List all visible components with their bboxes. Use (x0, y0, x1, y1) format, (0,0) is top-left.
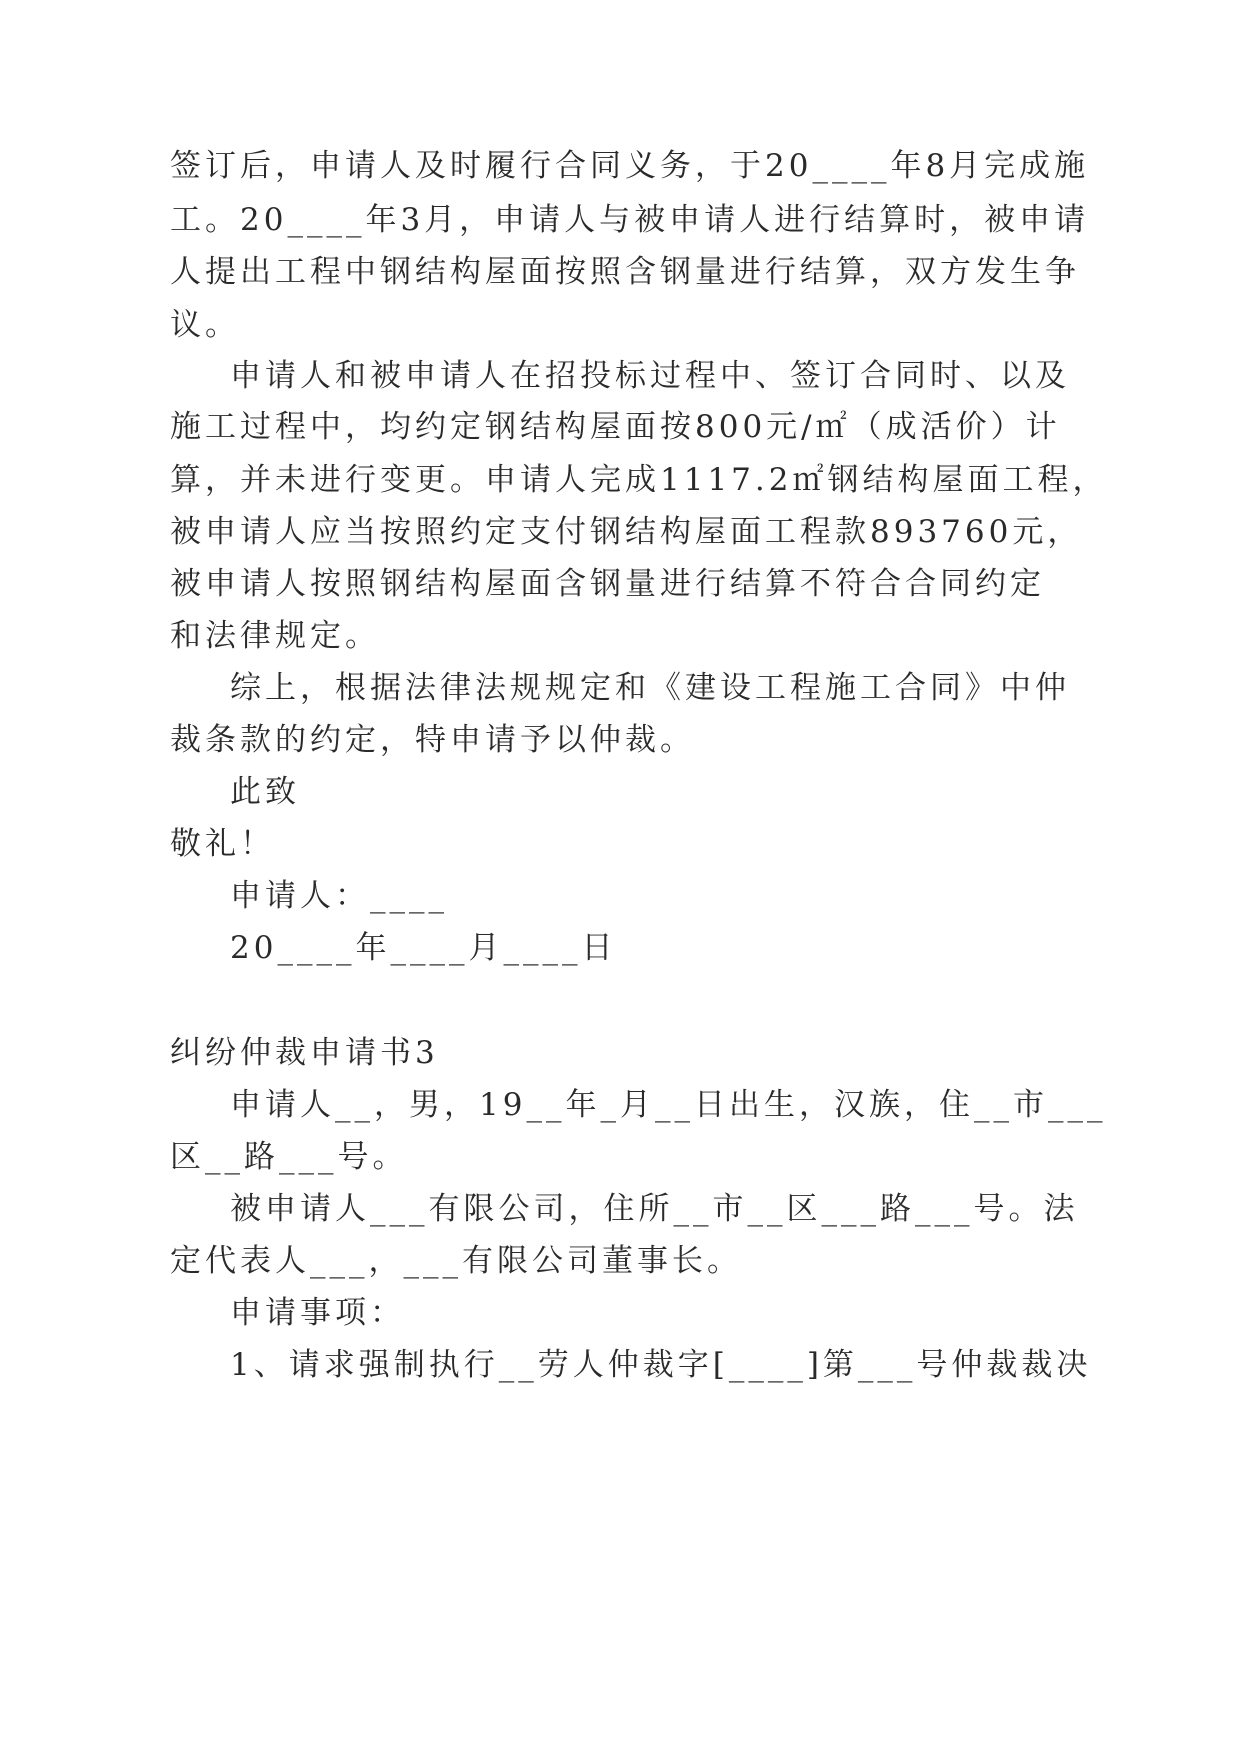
list-item: 1、请求强制执行__劳人仲裁字[____]第___号仲裁裁决 (230, 1347, 1092, 1383)
paragraph-line: 定代表人___，___有限公司董事长。 (170, 1243, 742, 1279)
paragraph-line: 工。20____年3月，申请人与被申请人进行结算时，被申请 (170, 202, 1090, 238)
paragraph-line: 签订后，申请人及时履行合同义务，于20____年8月完成施 (170, 148, 1090, 184)
salutation-text: 敬礼！ (170, 826, 275, 862)
date-line: 20____年____月____日 (230, 930, 617, 966)
paragraph-line: 人提出工程中钢结构屋面按照含钢量进行结算，双方发生争 (170, 254, 1080, 290)
signature-line: 申请人：____ (230, 878, 448, 914)
paragraph-line: 申请人__，男，19__年_月__日出生，汉族，住__市___ (230, 1087, 1107, 1123)
paragraph-line: 申请人和被申请人在招投标过程中、签订合同时、以及 (230, 358, 1070, 394)
closing-text: 此致 (230, 774, 300, 810)
paragraph-line: 裁条款的约定，特申请予以仲裁。 (170, 722, 695, 758)
paragraph-line: 算，并未进行变更。申请人完成1117.2㎡钢结构屋面工程， (170, 462, 1108, 498)
paragraph-line: 被申请人按照钢结构屋面含钢量进行结算不符合合同约定 (170, 566, 1045, 602)
paragraph-line: 被申请人应当按照约定支付钢结构屋面工程款893760元， (170, 514, 1083, 550)
paragraph-line: 议。 (170, 307, 240, 343)
paragraph-line: 和法律规定。 (170, 618, 380, 654)
paragraph-line: 施工过程中，均约定钢结构屋面按800元/㎡（成活价）计 (170, 409, 1061, 445)
paragraph-line: 被申请人___有限公司，住所__市__区___路___号。法 (230, 1191, 1079, 1227)
matters-heading: 申请事项： (230, 1295, 405, 1331)
paragraph-line: 区__路___号。 (170, 1139, 408, 1175)
section-title: 纠纷仲裁申请书3 (170, 1035, 439, 1071)
paragraph-line: 综上，根据法律法规规定和《建设工程施工合同》中仲 (230, 670, 1070, 706)
